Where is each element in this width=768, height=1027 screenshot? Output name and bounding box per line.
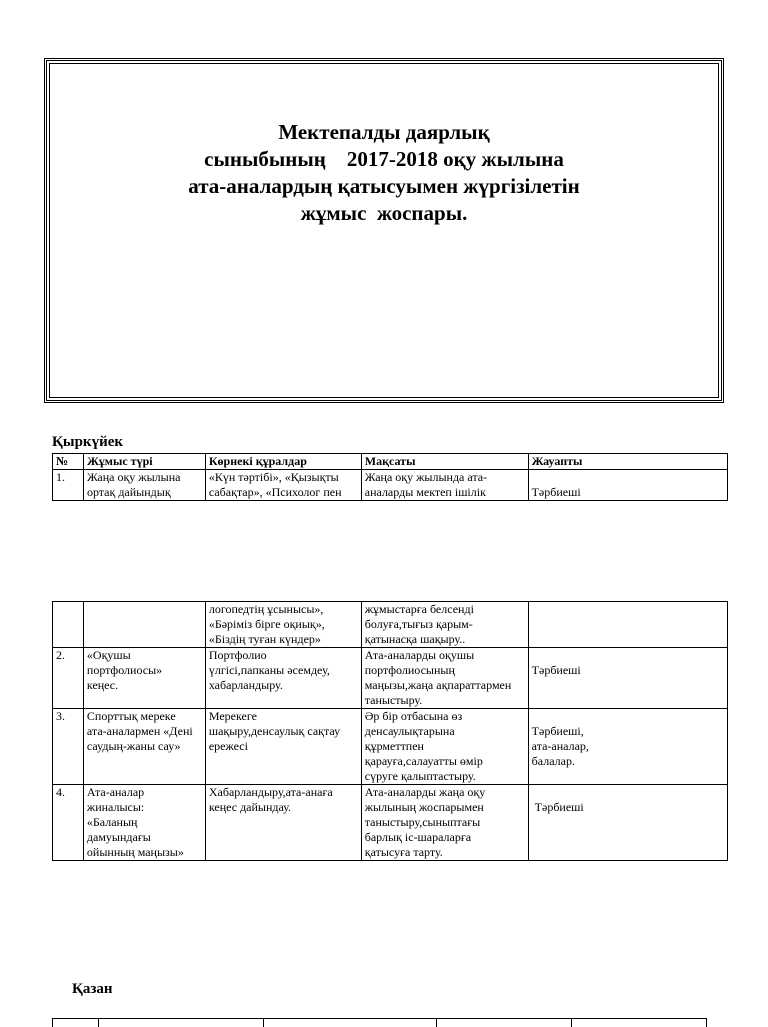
- cell-line: «Бәріміз бірге оқиық»,: [208, 617, 325, 631]
- responsible-cell: [528, 709, 727, 785]
- cell-line: жылының жоспарымен: [364, 800, 484, 814]
- row-number: 2.: [53, 648, 84, 709]
- month-heading-october: Қазан: [72, 981, 113, 997]
- cell-line: кеңес.: [86, 678, 119, 692]
- goal-cell: [361, 602, 528, 648]
- goal-cell: [361, 648, 528, 709]
- responsible-cell: Тәрбиеші: [528, 648, 727, 709]
- cell-line: портфолиосының: [364, 663, 455, 677]
- responsible-cell: Тәрбиеші: [528, 470, 727, 501]
- row-number: 1.: [53, 470, 84, 501]
- cell-line: логопедтің ұсынысы»,: [208, 602, 324, 616]
- cell-line: қарауға,салауатты өмір: [364, 754, 483, 768]
- cell-line: маңызы,жаңа ақпараттармен: [364, 678, 512, 692]
- month-heading-september: Қыркүйек: [52, 434, 124, 450]
- cell-line: болуға,тығыз қарым-: [364, 617, 473, 631]
- column-header: №: [53, 454, 84, 470]
- cell-line: Портфолио: [208, 648, 267, 662]
- column-header: Мақсаты: [361, 454, 528, 470]
- cell-line: шақыру,денсаулық сақтау: [208, 724, 341, 738]
- table-row: [53, 602, 728, 648]
- cell-line: сүруге қалыптастыру.: [364, 769, 476, 783]
- empty-cell: [528, 602, 727, 648]
- work-type-cell: [83, 785, 205, 861]
- cell-line: «Біздің туған күндер»: [208, 632, 321, 646]
- cell-line: Жаңа оқу жылында ата-: [364, 470, 488, 484]
- title-frame: [44, 58, 724, 403]
- table-row: [53, 648, 728, 709]
- cell-line: кеңес дайындау.: [208, 800, 292, 814]
- goal-cell: [361, 709, 528, 785]
- row-number: 3.: [53, 709, 84, 785]
- cell-line: аналарды мектеп ішілік: [364, 485, 486, 499]
- responsible-cell: Тәрбиеші: [528, 785, 727, 861]
- tools-cell: [205, 785, 361, 861]
- work-type-cell: [83, 709, 205, 785]
- goal-cell: [361, 470, 528, 501]
- cell-line: ережесі: [208, 739, 248, 753]
- cell-line: жиналысы:: [86, 800, 145, 814]
- tools-cell: [205, 470, 361, 501]
- cell-line: балалар.: [531, 754, 575, 768]
- cell-line: дамуындағы: [86, 830, 151, 844]
- cell-line: денсаулықтарына: [364, 724, 455, 738]
- cell-line: саудың-жаны сау»: [86, 739, 181, 753]
- cell-line: Ата-аналарды оқушы: [364, 648, 475, 662]
- column-header: Жауапты: [528, 454, 727, 470]
- title-line: ата-аналардың қатысуымен жүргізілетін: [188, 174, 580, 198]
- cell-line: ата-аналармен «Дені: [86, 724, 193, 738]
- empty-cell: [53, 602, 84, 648]
- cell-line: таныстыру,сыныптағы: [364, 815, 481, 829]
- column-divider: [98, 1019, 99, 1027]
- title-line: сыныбының 2017-2018 оқу жылына: [204, 147, 564, 171]
- october-table-edge: [52, 1018, 707, 1027]
- empty-cell: [83, 602, 205, 648]
- table-row: [53, 709, 728, 785]
- column-header: Көрнекі құралдар: [205, 454, 361, 470]
- cell-line: Хабарландыру,ата-анаға: [208, 785, 333, 799]
- table-row: [53, 470, 728, 501]
- tools-cell: [205, 709, 361, 785]
- work-type-cell: [83, 470, 205, 501]
- cell-line: «Күн тәртібі», «Қызықты: [208, 470, 339, 484]
- cell-line: ортақ дайындық: [86, 485, 171, 499]
- cell-line: Спорттық мереке: [86, 709, 176, 723]
- cell-line: Мерекеге: [208, 709, 257, 723]
- cell-line: сабақтар», «Психолог пен: [208, 485, 342, 499]
- tools-cell: [205, 648, 361, 709]
- cell-line: қатынасқа шақыру..: [364, 632, 466, 646]
- title-line: жұмыс жоспары.: [300, 201, 468, 225]
- september-table-continued: [52, 601, 728, 861]
- cell-line: Ата-аналарды жаңа оқу: [364, 785, 486, 799]
- column-divider: [436, 1019, 437, 1027]
- cell-line: хабарландыру.: [208, 678, 283, 692]
- cell-line: Тәрбиеші,: [531, 724, 584, 738]
- cell-line: портфолиосы»: [86, 663, 163, 677]
- cell-line: таныстыру.: [364, 693, 423, 707]
- cell-line: жұмыстарға белсенді: [364, 602, 474, 616]
- cell-line: «Баланың: [86, 815, 138, 829]
- goal-cell: [361, 785, 528, 861]
- table-header-row: [53, 454, 728, 470]
- column-divider: [571, 1019, 572, 1027]
- september-table: [52, 453, 728, 501]
- column-divider: [263, 1019, 264, 1027]
- document-title: [47, 119, 721, 227]
- cell-line: үлгісі,папканы әсемдеу,: [208, 663, 330, 677]
- cell-line: «Оқушы: [86, 648, 131, 662]
- table-row: [53, 785, 728, 861]
- title-line: Мектепалды даярлық: [278, 120, 490, 144]
- cell-line: Жаңа оқу жылына: [86, 470, 181, 484]
- cell-line: ата-аналар,: [531, 739, 589, 753]
- cell-line: Әр бір отбасына өз: [364, 709, 463, 723]
- row-number: 4.: [53, 785, 84, 861]
- cell-line: құрметтпен: [364, 739, 424, 753]
- title-frame-inner: [49, 63, 719, 398]
- tools-cell: [205, 602, 361, 648]
- work-type-cell: [83, 648, 205, 709]
- cell-line: қатысуға тарту.: [364, 845, 443, 859]
- cell-line: Ата-аналар: [86, 785, 145, 799]
- column-header: Жұмыс түрі: [83, 454, 205, 470]
- cell-line: ойынның маңызы»: [86, 845, 184, 859]
- cell-line: барлық іс-шараларға: [364, 830, 472, 844]
